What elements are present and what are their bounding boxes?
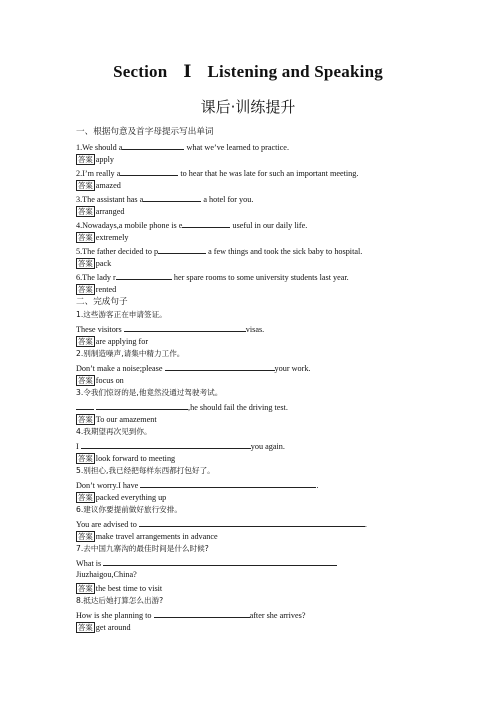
answer-6 [76,284,116,295]
question-text-pre: 5.The father decided to p [76,247,159,256]
answer-text: focus on [95,376,124,385]
sentence-answer-4 [76,453,175,464]
answer-text: amazed [95,181,121,190]
answer-text: apply [95,155,114,164]
question-text-post: a hotel for you. [201,195,254,204]
answer-blank[interactable] [120,167,178,176]
question-text-post: to hear that he was late for such an important meeting. [178,169,359,178]
answer-4 [76,232,129,243]
sentence-text-post: . [364,520,367,529]
sentence-8 [76,609,305,621]
sentence-text-post: your work. [274,364,311,373]
answer-text: To our amazement [95,415,157,424]
sentence-6-chinese: 6.建议你要提前做好旅行安排。 [76,505,182,514]
answer-badge: 答案 [78,493,93,502]
question-1 [76,141,289,153]
sentence-3-chinese: 3.令我们惊讶的是,他竟然没通过驾驶考试。 [76,388,223,397]
answer-badge: 答案 [78,532,93,541]
sentence-text-pre: Don’t make a noise;please [76,364,163,373]
answer-text: get around [95,623,131,632]
part2-heading: 二、完成句子 [76,297,128,307]
sentence-answer-1 [76,336,148,347]
answer-badge: 答案 [78,454,93,463]
sentence-text-pre: These visitors [76,325,122,334]
answer-badge: 答案 [78,337,93,346]
answer-3 [76,206,124,217]
title-section-word: Section [113,62,168,81]
answer-text: make travel arrangements in advance [95,532,218,541]
sentence-answer-7 [76,583,162,594]
sentence-answer-3 [76,414,157,425]
answer-badge: 答案 [78,207,93,216]
question-text-pre: 1.We should a [76,143,123,152]
answer-blank[interactable] [103,557,337,566]
sentence-text-pre: You are advised to [76,520,137,529]
question-text-post: useful in our daily life. [230,221,308,230]
answer-blank[interactable] [76,401,94,410]
sentence-text-post: visas. [245,325,265,334]
question-text-post: her spare rooms to some university students last year. [171,273,349,282]
answer-badge: 答案 [78,623,93,632]
sentence-text-pre: Don’t worry.I have [76,481,139,490]
sentence-answer-2 [76,375,124,386]
answer-text: are applying for [95,337,149,346]
title-topic: Listening and Speaking [207,62,383,81]
answer-blank[interactable] [81,440,251,449]
answer-blank[interactable] [154,609,250,618]
sentence-answer-8 [76,622,131,633]
sentence-8-chinese: 8.抵达后她打算怎么出游? [76,596,164,605]
question-6 [76,271,349,283]
sentence-2-chinese: 2.别制造噪声,请集中精力工作。 [76,349,185,358]
answer-badge: 答案 [78,376,93,385]
sentence-text-post: you again. [250,442,285,451]
answer-badge: 答案 [78,181,93,190]
answer-blank[interactable] [96,401,188,410]
sentence-text-pre: How is she planning to [76,611,152,620]
question-3 [76,193,253,205]
answer-1 [76,154,114,165]
answer-badge: 答案 [78,584,93,593]
sentence-5 [76,479,318,491]
answer-text: arranged [95,207,125,216]
part1-heading: 一、根据句意及首字母提示写出单词 [76,127,214,137]
answer-badge: 答案 [78,285,93,294]
question-text-post: what we’ve learned to practice. [184,143,289,152]
answer-blank[interactable] [165,362,275,371]
sentence-4 [76,440,285,452]
sentence-6 [76,518,367,530]
answer-blank[interactable] [139,518,365,527]
sentence-7 [76,557,337,569]
answer-badge: 答案 [78,415,93,424]
sentence-answer-6 [76,531,218,542]
answer-badge: 答案 [78,259,93,268]
answer-blank[interactable] [116,271,172,280]
answer-2 [76,180,121,191]
page-subtitle: 课后·训练提升 [200,98,296,116]
answer-blank[interactable] [140,479,319,490]
sentence-text-pre: I [76,442,79,451]
answer-text: extremely [95,233,129,242]
question-text-post: a few things and took the sick baby to hospital. [206,247,363,256]
sentence-text-post: after she arrives? [249,611,306,620]
sentence-1 [76,323,264,335]
question-text-pre: 3.The assistant has a [76,195,144,204]
sentence-text-pre: What is [76,559,102,568]
question-text-pre: 4.Nowadays,a mobile phone is e [76,221,183,230]
question-text-pre: 2.I’m really a [76,169,121,178]
question-text-pre: 6.The lady r [76,273,116,282]
sentence-7-chinese: 7.去中国九寨沟的最佳时间是什么时候? [76,544,209,553]
sentence-answer-5 [76,492,166,503]
answer-badge: 答案 [78,233,93,242]
sentence-text-post: ,he should fail the driving test. [188,403,288,412]
answer-text: packed everything up [95,493,167,502]
title-numeral: Ⅰ [183,62,192,81]
answer-text: the best time to visit [95,584,163,593]
sentence-text-post: . [316,481,319,490]
answer-blank[interactable] [143,193,201,202]
answer-blank[interactable] [158,245,206,254]
answer-text: pack [95,259,112,268]
question-5 [76,245,362,257]
answer-text: rented [95,285,117,294]
question-4 [76,219,307,231]
sentence-2 [76,362,310,374]
sentence-7-continuation: Jiuzhaigou,China? [76,570,137,579]
sentence-5-chinese: 5.别担心,我已经把每样东西都打包好了。 [76,466,215,475]
answer-blank[interactable] [122,141,184,150]
answer-blank[interactable] [182,219,230,228]
answer-badge: 答案 [78,155,93,164]
question-2 [76,167,358,179]
answer-5 [76,258,111,269]
sentence-3 [76,401,288,413]
answer-blank[interactable] [124,323,246,332]
section-title [0,62,496,82]
sentence-1-chinese: 1.这些游客正在申请签证。 [76,310,167,319]
answer-text: look forward to meeting [95,454,176,463]
sentence-4-chinese: 4.我期望再次见到你。 [76,427,152,436]
